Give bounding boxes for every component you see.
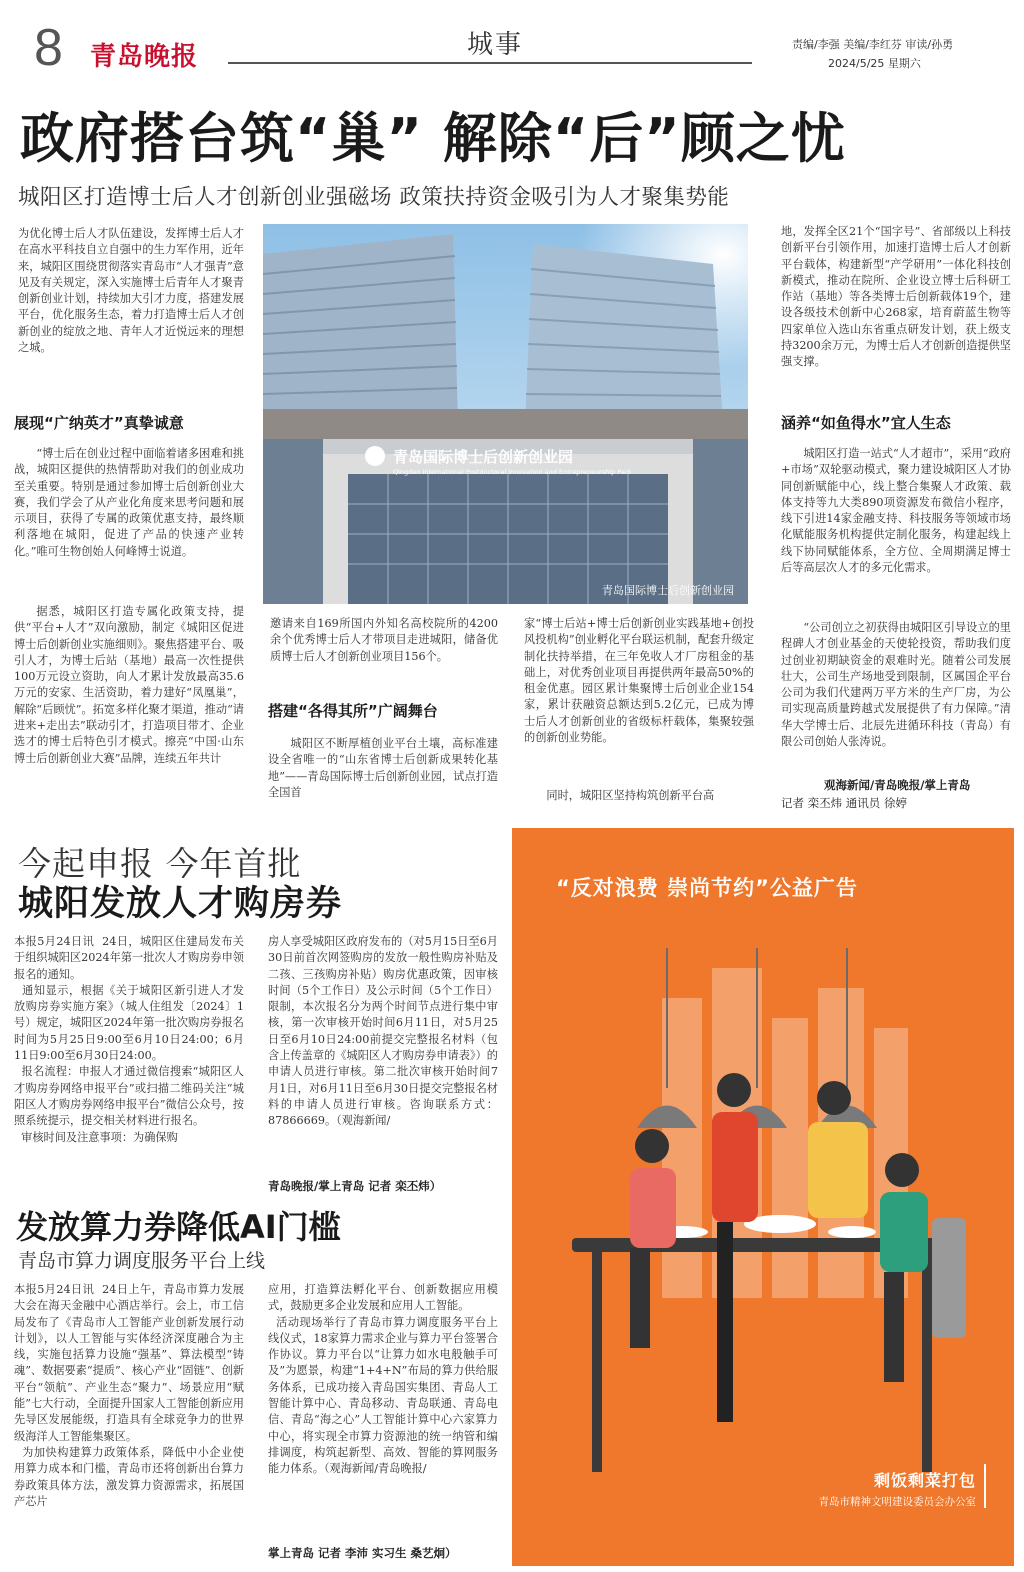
ad-slogan: 剩饭剩菜打包 [873,1471,976,1490]
ad-divider [984,1464,986,1508]
article1-paragraph: “博士后在创业过程中面临着诸多困难和挑战，城阳区提供的热情帮助对我们的创业成功至关重要。特别是通过参加博士后创新创业大赛，我们学会了从产业化角度来思考问题和展示项目，获得了专属的政策优惠支持，最终顺利落地在城阳，促进了产品的快速产业转化。”唯可生物创始人何峰博士说道。 [14,447,244,558]
ad-title: “反对浪费 崇尚节约”公益广告 [556,876,858,900]
article3-byline: 掌上青岛 记者 李沛 实习生 桑艺炯） [268,1546,457,1560]
article1-subhead-3: 涵养“如鱼得水”宜人生态 [781,414,951,432]
article2-byline: 青岛晚报/掌上青岛 记者 栾丕炜） [268,1179,442,1193]
photo-caption: 青岛国际博士后创新创业园 [602,584,734,597]
article1-intro: 为优化博士后人才队伍建设，发挥博士后人才在高水平科技自立自强中的生力军作用，近年来，城阳区围绕贯彻落实青岛市“人才强青”意见及有关规定，深入实施博士后青年人才聚青创新创业计划，持续加大引才力度，搭建发展平台，优化服务生态，着力打造博士后人才创新创业的绽放之地、青年人才近悦远来的理想之城。 [18,227,244,355]
article1-subheadline: 城阳区打造博士后人才创新创业强磁场 政策扶持资金吸引为人才聚集势能 [18,185,730,210]
building-sign-en: Qingdao International Postdoctoral Innovation and Entrepreneurship Park [393,468,632,476]
dining-illustration [512,828,1014,1566]
article1-paragraph: 家“博士后站+博士后创新创业实践基地+创投风投机构”创业孵化平台联运机制，配套升级定制化扶持举措，在三年免收人才厂房租金的基础上，对优秀创业项目再提供两年最高50%的租金优惠。园区累计集聚博士后创业企业154家，累计获融资总额达到5.2亿元，已成为博士后人才创新创业的省级标杆载体，集聚较强的创新创业势能。 [524,617,754,745]
article2-column-1: 本报5月24日讯 24日，城阳区住建局发布关于组织城阳区2024年第一批次人才购房券申领报名的通知。 通知显示，根据《关于城阳区新引进人才发放购房券实施方案》（城人住组发〔2024〕1号）规定，城阳区2024年第一批次购房券报名时间为5月25日9:00至6月10日24:00；6月11日9:00至6月30日24:00。 报名流程：申报人才通过微信搜索“城阳区人才购房券网络申报平台”或扫描二维码关注“城阳区人才购房券网络申报平台”微信公众号，按照系统提示，提交相关材料进行报名。 审核时间及注意事项：为确保购 [14,935,244,1144]
header-rule [228,62,752,64]
article3-column-1: 本报5月24日讯 24日上午，青岛市算力发展大会在海天金融中心酒店举行。会上，市工信局发布了《青岛市人工智能产业创新发展行动计划》，以人工智能与实体经济深度融合为主线，实施包括算力设施“强基”、算法模型“铸魂”、数据要素“提质”、核心产业“固链”、创新平台“领航”、产业生态“聚力”、场景应用“赋能”七大行动，全面提升国家人工智能创新应用先导区发展能级，打造具有全球竞争力的世界级海洋人工智能集聚区。 为加快构建算力政策体系，降低中小企业使用算力成本和门槛，青岛市还将创新出台算力券政策具体方法，激发算力资源需求，拓展国产芯片 [14,1283,244,1508]
editor-credits: 责编/李强 美编/李红芬 审读/孙勇 [792,38,954,51]
building-sign: 青岛国际博士后创新创业园 [393,448,574,466]
ad-organization: 青岛市精神文明建设委员会办公室 [818,1496,976,1508]
article1-photo [263,224,748,604]
article1-paragraph: 据悉，城阳区打造专属化政策支持，提供“平台+人才”双向激励，制定《城阳区促进博士后创新创业实施细则》。聚焦搭建平台、吸引人才，为博士后站（基地）最高一次性提供100万元设立资助，向人才累计发放最高35.6万元的安家、生活资助，着力建好“凤凰巢”，解除“后顾忧”。拓宽多样化聚才渠道，推动“请进来+走出去”联动引才，打造项目带才、企业选才的博士后特色引才模式。擦亮“中国·山东博士后创新创业大赛”品牌，连续五年共计 [14,605,244,765]
article1-paragraph: 邀请来自169所国内外知名高校院所的4200余个优秀博士后人才带项目走进城阳，储备优质博士后人才创新创业项目156个。 [270,617,498,663]
article1-subhead-1: 展现“广纳英才”真挚诚意 [14,414,184,432]
article3-subheadline: 青岛市算力调度服务平台上线 [18,1250,266,1272]
article1-paragraph: 地，发挥全区21个“国字号”、省部级以上科技创新平台引领作用，加速打造博士后人才创新平台载体，构建新型“产学研用”一体化科技创新模式，推动在院所、企业设立博士后科研工作站（基地）等各类博士后创新载体19个，建设各级技术创新中心268家，培育蔚蓝生物等四家单位入选山东省重点研发计划，获上级支持3200余万元，为博士后人才创新创造提供坚强支撑。 [781,225,1011,369]
issue-date: 2024/5/25 星期六 [828,57,921,70]
article1-subhead-2: 搭建“各得其所”广阔舞台 [268,702,438,720]
article2-column-2: 房人享受城阳区政府发布的（对5月15日至6月30日前首次网签购房的发放一般性购房补贴及二孩、三孩购房补贴）购房优惠政策，因审核时间（5个工作日）及公示时间（5个工作日）限制，本次报名分为两个时间节点进行集中审核，第一次审核开始时间6月11日，对5月25日至6月10日24:00前提交完整报名材料（包含上传盖章的《城阳区人才购房券申请表》）的申请人员进行审核。第二批次审核开始时间7月1日，对6月11日至6月30日提交完整报名材料的申请人员进行审核。咨询联系方式：87866669。（观海新闻/ [268,935,498,1128]
article1-paragraph: 同时，城阳区坚持构筑创新平台高 [546,789,715,802]
section-title: 城事 [467,30,524,60]
page-number: 8 [34,19,63,77]
building-illustration [263,224,748,604]
article3-headline: 发放算力券降低AI门槛 [16,1208,341,1246]
article1-headline: 政府搭台筑“巢” 解除“后”顾之忧 [20,107,846,170]
article2-headline: 城阳发放人才购房券 [18,884,343,924]
article1-byline: 记者 栾丕炜 通讯员 徐婷 [781,796,907,810]
article1-paragraph: “公司创立之初获得由城阳区引导设立的里程碑人才创业基金的天使轮投资，帮助我们度过创业初期缺资金的艰难时光。随着公司发展壮大，公司生产场地受到限制，区属国企平台公司为我们代建两万平方米的生产厂房，为公司实现高质量跨越式发展提供了有力保障。”清华大学博士后、北辰先进循环科技（青岛）有限公司创始人张涛说。 [781,621,1011,749]
article3-column-2: 应用，打造算法孵化平台、创新数据应用模式，鼓励更多企业发展和应用人工智能。 活动现场举行了青岛市算力调度服务平台上线仪式，18家算力需求企业与算力平台签署合作协议。算力平台以“让算力如水电般触手可及”为愿景，构建“1+4+N”布局的算力供给服务体系，已成功接入青岛国实集团、青岛人工智能计算中心、青岛移动、青岛联通、青岛电信、青岛“海之心”人工智能计算中心六家算力中心，将实现全市算力资源池的统一纳管和编排调度，构筑起新型、高效、智能的算网服务能力体系。（观海新闻/青岛晚报/ [268,1283,498,1476]
article1-paragraph: 城阳区不断厚植创业平台土壤，高标准建设全省唯一的“山东省博士后创新成果转化基地”——青岛国际博士后创新创业园，试点打造全国首 [268,737,498,799]
article1-paragraph: 城阳区打造一站式“人才超市”，采用“政府+市场”双轮驱动模式，聚力建设城阳区人才协同创新赋能中心，线上整合集聚人才政策、载体支持等九大类890项资源发布微信小程序，线下引进14家金融支持、科技服务等领域市场化赋能服务机构提供定制化服务，构建起线上线下协同赋能体系，全方位、全周期满足博士后等高层次人才的多元化需求。 [781,447,1011,575]
public-service-ad [512,828,1014,1566]
article1-source: 观海新闻/青岛晚报/掌上青岛 [824,778,971,792]
article2-kicker: 今起申报 今年首批 [18,844,302,883]
newspaper-logo: 青岛晚报 [90,42,199,72]
